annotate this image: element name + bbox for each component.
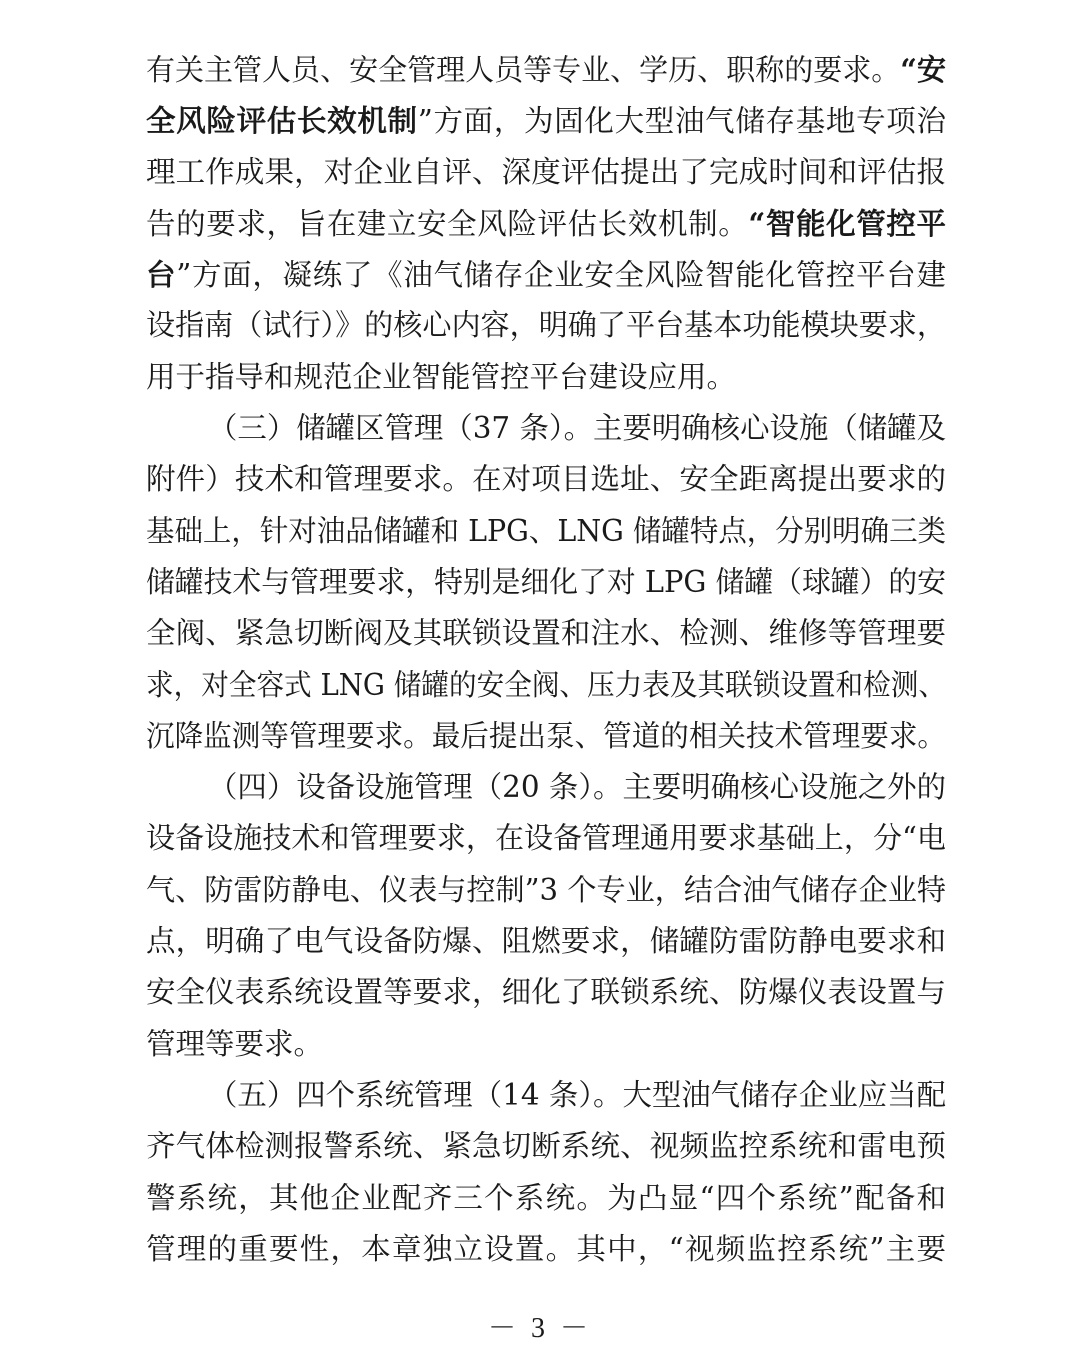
text-line: 求，对全容式 LNG 储罐的安全阀、压力表及其联锁设置和检测、 bbox=[146, 667, 946, 702]
text-line: 全阀、紧急切断阀及其联锁设置和注水、检测、维修等管理要 bbox=[146, 616, 946, 651]
text-line: 储罐技术与管理要求，特别是细化了对 LPG 储罐（球罐）的安 bbox=[146, 564, 946, 599]
text-line: 附件）技术和管理要求。在对项目选址、安全距离提出要求的 bbox=[146, 462, 946, 497]
text-line: 管理等要求。 bbox=[146, 1026, 324, 1061]
section-heading-line: （四）设备设施管理（20 条）。主要明确核心设施之外的 bbox=[208, 770, 946, 805]
paragraph-equipment bbox=[146, 762, 946, 1070]
text-line: 齐气体检测报警系统、紧急切断系统、视频监控系统和雷电预 bbox=[146, 1129, 946, 1164]
section-heading-line: （三）储罐区管理（37 条）。主要明确核心设施（储罐及 bbox=[208, 411, 946, 446]
text-line: 用于指导和规范企业智能管控平台建设应用。 bbox=[146, 359, 737, 394]
text-line: 理工作成果，对企业自评、深度评估提出了完成时间和评估报 bbox=[146, 154, 946, 189]
paragraph-tank-area bbox=[146, 403, 946, 762]
text-line: 基础上，针对油品储罐和 LPG、LNG 储罐特点，分别明确三类 bbox=[146, 513, 946, 548]
document-body bbox=[146, 44, 946, 1275]
page-number: － 3 － bbox=[487, 1313, 592, 1344]
paragraph-continuation bbox=[146, 44, 946, 403]
text-line: 安全仪表系统设置等要求，细化了联锁系统、防爆仪表设置与 bbox=[146, 975, 946, 1010]
paragraph-four-systems bbox=[146, 1070, 946, 1275]
text-line: 告的要求，旨在建立安全风险评估长效机制。“智能化管控平 bbox=[146, 205, 946, 241]
text-line: 管理的重要性，本章独立设置。其中，“视频监控系统”主要 bbox=[146, 1231, 946, 1266]
text-line: 台”方面，凝练了《油气储存企业安全风险智能化管控平台建 bbox=[146, 257, 946, 293]
text-line: 有关主管人员、安全管理人员等专业、学历、职称的要求。“安 bbox=[146, 52, 946, 87]
text-line: 设备设施技术和管理要求，在设备管理通用要求基础上，分“电 bbox=[146, 821, 946, 856]
text-line: 沉降监测等管理要求。最后提出泵、管道的相关技术管理要求。 bbox=[146, 718, 946, 753]
text-line: 气、防雷防静电、仪表与控制”3 个专业，结合油气储存企业特 bbox=[146, 872, 946, 907]
text-line: 全风险评估长效机制”方面，为固化大型油气储存基地专项治 bbox=[146, 103, 946, 139]
text-line: 点，明确了电气设备防爆、阻燃要求，储罐防雷防静电要求和 bbox=[146, 924, 946, 959]
text-line: 警系统，其他企业配齐三个系统。为凸显“四个系统”配备和 bbox=[146, 1180, 946, 1215]
section-heading-line: （五）四个系统管理（14 条）。大型油气储存企业应当配 bbox=[208, 1077, 946, 1112]
text-line: 设指南（试行）》的核心内容，明确了平台基本功能模块要求， bbox=[146, 308, 946, 343]
